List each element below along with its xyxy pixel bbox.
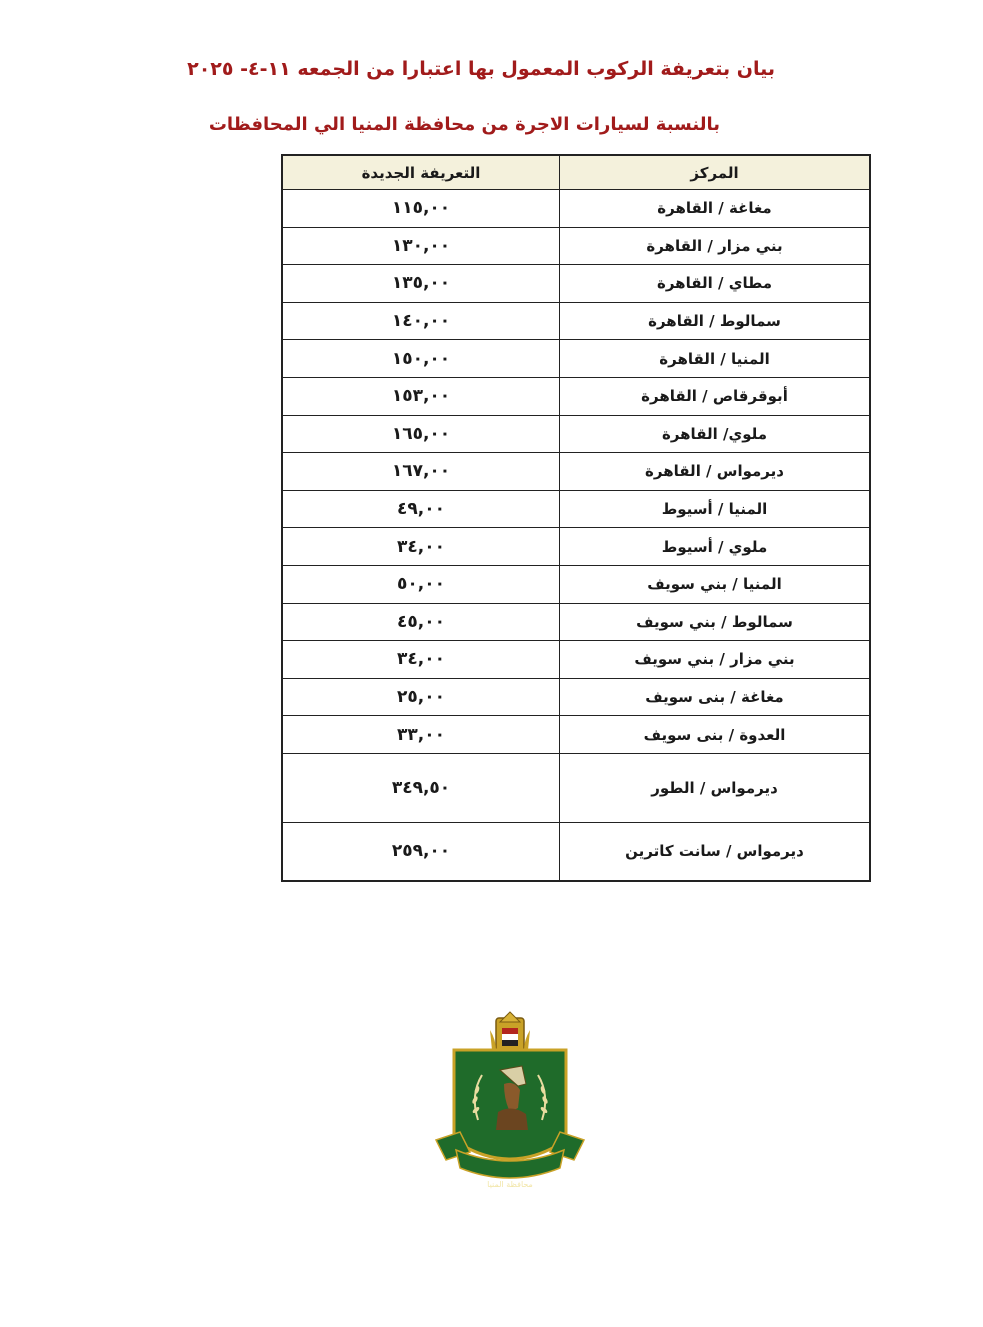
route-cell: مغاغة / القاهرة xyxy=(657,199,772,218)
table-row xyxy=(283,415,869,453)
price-cell: ٣٤,٠٠ xyxy=(283,528,560,565)
table-row xyxy=(283,753,869,822)
table-row xyxy=(283,603,869,641)
table-row xyxy=(283,715,869,753)
table-row xyxy=(283,678,869,716)
price-cell: ١٤٠,٠٠ xyxy=(283,303,560,340)
table-row xyxy=(283,302,869,340)
price-cell: ١٣٥,٠٠ xyxy=(283,265,560,302)
table-row xyxy=(283,264,869,302)
table-row xyxy=(283,189,869,227)
route-cell: سمالوط / بني سويف xyxy=(636,612,793,631)
table-row xyxy=(283,227,869,265)
price-cell: ٣٤,٠٠ xyxy=(283,641,560,678)
route-cell: المنيا / بني سويف xyxy=(647,575,782,594)
price-cell: ٤٩,٠٠ xyxy=(283,491,560,528)
price-cell: ١٦٥,٠٠ xyxy=(283,416,560,453)
document-subtitle: بالنسبة لسيارات الاجرة من محافظة المنيا الي المحافظات xyxy=(208,114,720,135)
price-cell: ٣٤٩,٥٠ xyxy=(283,754,560,822)
table-row xyxy=(283,640,869,678)
route-cell: بني مزار / القاهرة xyxy=(646,236,783,255)
fare-table xyxy=(281,154,871,882)
price-cell: ٣٣,٠٠ xyxy=(283,716,560,753)
table-row xyxy=(283,822,869,880)
emblem-caption: محافظة المنيا xyxy=(487,1180,533,1189)
route-cell: العدوة / بنى سويف xyxy=(643,725,786,744)
route-cell: مطاي / القاهرة xyxy=(657,274,772,293)
table-row xyxy=(283,452,869,490)
price-cell: ٤٥,٠٠ xyxy=(283,604,560,641)
route-cell: سمالوط / القاهرة xyxy=(648,312,781,331)
table-row xyxy=(283,565,869,603)
route-cell: المنيا / القاهرة xyxy=(659,349,770,368)
table-header-row xyxy=(283,156,869,189)
route-cell: مغاغة / بنى سويف xyxy=(645,688,784,707)
route-cell: ديرمواس / سانت كاترين xyxy=(625,842,804,861)
table-row xyxy=(283,490,869,528)
price-cell: ٥٠,٠٠ xyxy=(283,566,560,603)
table-row xyxy=(283,377,869,415)
table-row xyxy=(283,339,869,377)
route-cell: أبوقرقاص / القاهرة xyxy=(641,387,788,406)
price-cell: ١٥٠,٠٠ xyxy=(283,340,560,377)
table-row xyxy=(283,527,869,565)
route-cell: المنيا / أسيوط xyxy=(661,500,768,519)
price-cell: ١١٥,٠٠ xyxy=(283,190,560,227)
header-price: التعريفة الجديدة xyxy=(283,156,560,189)
egyptian-eagle-icon xyxy=(490,1012,530,1054)
price-cell: ١٣٠,٠٠ xyxy=(283,228,560,265)
minya-governorate-emblem-icon xyxy=(430,1000,590,1190)
route-cell: ديرمواس / القاهرة xyxy=(645,462,784,481)
price-cell: ١٦٧,٠٠ xyxy=(283,453,560,490)
price-cell: ٢٥,٠٠ xyxy=(283,679,560,716)
header-center: المركز xyxy=(690,163,739,182)
route-cell: بني مزار / بني سويف xyxy=(634,650,795,669)
price-cell: ١٥٣,٠٠ xyxy=(283,378,560,415)
price-cell: ٢٥٩,٠٠ xyxy=(283,823,560,880)
route-cell: ديرمواس / الطور xyxy=(651,778,778,797)
route-cell: ملوي/ القاهرة xyxy=(661,424,768,443)
route-cell: ملوي / أسيوط xyxy=(661,537,768,556)
document-title: بيان بتعريفة الركوب المعمول بها اعتبارا من الجمعه ١١-٤- ٢٠٢٥ xyxy=(187,58,775,80)
